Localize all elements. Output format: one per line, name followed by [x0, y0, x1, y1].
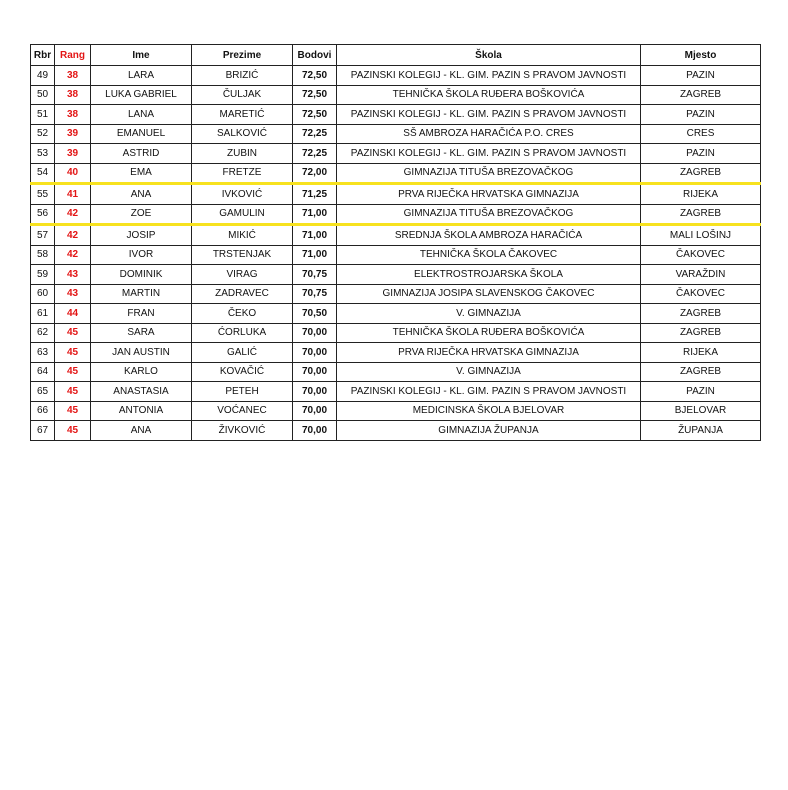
cell-prezime: VIRAG [192, 265, 293, 285]
table-row [31, 421, 761, 441]
cell-rbr: 54 [31, 163, 55, 184]
cell-mjesto: ZAGREB [641, 204, 761, 225]
cell-skola: PAZINSKI KOLEGIJ - KL. GIM. PAZIN S PRAVOM JAVNOSTI [337, 382, 641, 402]
cell-ime: ANA [91, 421, 192, 441]
cell-bodovi: 70,75 [293, 265, 337, 285]
table-row [31, 225, 761, 246]
cell-bodovi: 72,50 [293, 85, 337, 105]
cell-prezime: FRETZE [192, 163, 293, 184]
cell-prezime: ĆORLUKA [192, 323, 293, 343]
cell-bodovi: 71,25 [293, 184, 337, 205]
cell-skola: SREDNJA ŠKOLA AMBROZA HARAČIĆA [337, 225, 641, 246]
cell-rang: 45 [55, 382, 91, 402]
cell-rbr: 49 [31, 66, 55, 86]
cell-skola: PRVA RIJEČKA HRVATSKA GIMNAZIJA [337, 343, 641, 363]
cell-prezime: PETEH [192, 382, 293, 402]
cell-prezime: ŽIVKOVIĆ [192, 421, 293, 441]
cell-ime: ZOE [91, 204, 192, 225]
table-row [31, 245, 761, 265]
header-bodovi: Bodovi [293, 45, 337, 66]
cell-skola: PRVA RIJEČKA HRVATSKA GIMNAZIJA [337, 184, 641, 205]
header-ime: Ime [91, 45, 192, 66]
cell-bodovi: 71,00 [293, 245, 337, 265]
cell-mjesto: MALI LOŠINJ [641, 225, 761, 246]
cell-bodovi: 71,00 [293, 225, 337, 246]
cell-mjesto: ZAGREB [641, 304, 761, 324]
cell-ime: ANTONIA [91, 401, 192, 421]
cell-rbr: 64 [31, 362, 55, 382]
cell-bodovi: 70,00 [293, 362, 337, 382]
cell-rbr: 60 [31, 284, 55, 304]
cell-skola: PAZINSKI KOLEGIJ - KL. GIM. PAZIN S PRAVOM JAVNOSTI [337, 144, 641, 164]
cell-bodovi: 70,00 [293, 343, 337, 363]
cell-mjesto: PAZIN [641, 382, 761, 402]
cell-skola: GIMNAZIJA TITUŠA BREZOVAČKOG [337, 204, 641, 225]
cell-rbr: 55 [31, 184, 55, 205]
cell-ime: JOSIP [91, 225, 192, 246]
cell-skola: ELEKTROSTROJARSKA ŠKOLA [337, 265, 641, 285]
cell-bodovi: 70,00 [293, 323, 337, 343]
table-row [31, 265, 761, 285]
cell-mjesto: VARAŽDIN [641, 265, 761, 285]
cell-mjesto: CRES [641, 124, 761, 144]
cell-rbr: 59 [31, 265, 55, 285]
table-row [31, 284, 761, 304]
cell-prezime: ČEKO [192, 304, 293, 324]
table-row [31, 144, 761, 164]
cell-skola: V. GIMNAZIJA [337, 304, 641, 324]
cell-mjesto: ZAGREB [641, 362, 761, 382]
cell-rang: 44 [55, 304, 91, 324]
cell-prezime: TRSTENJAK [192, 245, 293, 265]
cell-ime: DOMINIK [91, 265, 192, 285]
cell-rbr: 57 [31, 225, 55, 246]
cell-skola: TEHNIČKA ŠKOLA RUĐERA BOŠKOVIĆA [337, 323, 641, 343]
cell-rbr: 65 [31, 382, 55, 402]
cell-bodovi: 72,00 [293, 163, 337, 184]
cell-skola: PAZINSKI KOLEGIJ - KL. GIM. PAZIN S PRAVOM JAVNOSTI [337, 66, 641, 86]
cell-bodovi: 70,00 [293, 401, 337, 421]
cell-prezime: IVKOVIĆ [192, 184, 293, 205]
table-row [31, 304, 761, 324]
cell-prezime: MARETIĆ [192, 105, 293, 125]
cell-bodovi: 72,50 [293, 105, 337, 125]
cell-mjesto: ZAGREB [641, 163, 761, 184]
cell-rbr: 52 [31, 124, 55, 144]
cell-rbr: 63 [31, 343, 55, 363]
cell-skola: TEHNIČKA ŠKOLA RUĐERA BOŠKOVIĆA [337, 85, 641, 105]
cell-bodovi: 70,50 [293, 304, 337, 324]
cell-rang: 45 [55, 343, 91, 363]
cell-prezime: ZUBIN [192, 144, 293, 164]
cell-rang: 39 [55, 144, 91, 164]
cell-ime: ASTRID [91, 144, 192, 164]
cell-prezime: VOĆANEC [192, 401, 293, 421]
cell-mjesto: RIJEKA [641, 343, 761, 363]
cell-rbr: 50 [31, 85, 55, 105]
cell-rang: 40 [55, 163, 91, 184]
cell-rang: 45 [55, 323, 91, 343]
cell-rang: 38 [55, 105, 91, 125]
cell-skola: PAZINSKI KOLEGIJ - KL. GIM. PAZIN S PRAVOM JAVNOSTI [337, 105, 641, 125]
header-skola: Škola [337, 45, 641, 66]
cell-rbr: 51 [31, 105, 55, 125]
cell-rang: 41 [55, 184, 91, 205]
cell-rbr: 66 [31, 401, 55, 421]
cell-rbr: 58 [31, 245, 55, 265]
cell-rang: 45 [55, 362, 91, 382]
table-row [31, 163, 761, 184]
table-row [31, 85, 761, 105]
cell-rang: 39 [55, 124, 91, 144]
table-row [31, 343, 761, 363]
cell-bodovi: 72,50 [293, 66, 337, 86]
cell-rang: 45 [55, 401, 91, 421]
cell-mjesto: RIJEKA [641, 184, 761, 205]
table-row [31, 204, 761, 225]
cell-prezime: MIKIĆ [192, 225, 293, 246]
cell-skola: GIMNAZIJA JOSIPA SLAVENSKOG ČAKOVEC [337, 284, 641, 304]
cell-rang: 42 [55, 225, 91, 246]
cell-rbr: 53 [31, 144, 55, 164]
cell-rang: 43 [55, 284, 91, 304]
cell-ime: IVOR [91, 245, 192, 265]
table-header-row [31, 45, 761, 66]
cell-mjesto: PAZIN [641, 105, 761, 125]
table-row [31, 362, 761, 382]
cell-ime: LARA [91, 66, 192, 86]
table-row [31, 401, 761, 421]
header-rang: Rang [55, 45, 91, 66]
cell-prezime: BRIZIĆ [192, 66, 293, 86]
ranking-table-sheet [30, 44, 760, 441]
cell-mjesto: ČAKOVEC [641, 284, 761, 304]
table-row [31, 66, 761, 86]
cell-mjesto: PAZIN [641, 144, 761, 164]
cell-ime: EMA [91, 163, 192, 184]
cell-bodovi: 71,00 [293, 204, 337, 225]
cell-mjesto: BJELOVAR [641, 401, 761, 421]
cell-rang: 38 [55, 85, 91, 105]
cell-ime: ANA [91, 184, 192, 205]
header-mjesto: Mjesto [641, 45, 761, 66]
cell-prezime: GALIĆ [192, 343, 293, 363]
cell-rbr: 62 [31, 323, 55, 343]
ranking-table [30, 44, 761, 441]
cell-skola: GIMNAZIJA TITUŠA BREZOVAČKOG [337, 163, 641, 184]
cell-skola: SŠ AMBROZA HARAČIĆA P.O. CRES [337, 124, 641, 144]
cell-rang: 38 [55, 66, 91, 86]
cell-skola: V. GIMNAZIJA [337, 362, 641, 382]
cell-ime: LUKA GABRIEL [91, 85, 192, 105]
cell-ime: FRAN [91, 304, 192, 324]
cell-mjesto: ŽUPANJA [641, 421, 761, 441]
header-prezime: Prezime [192, 45, 293, 66]
cell-prezime: KOVAČIĆ [192, 362, 293, 382]
cell-prezime: ČULJAK [192, 85, 293, 105]
cell-rbr: 56 [31, 204, 55, 225]
cell-prezime: SALKOVIĆ [192, 124, 293, 144]
cell-prezime: GAMULIN [192, 204, 293, 225]
cell-mjesto: PAZIN [641, 66, 761, 86]
cell-bodovi: 70,00 [293, 382, 337, 402]
cell-skola: MEDICINSKA ŠKOLA BJELOVAR [337, 401, 641, 421]
cell-ime: SARA [91, 323, 192, 343]
cell-rang: 43 [55, 265, 91, 285]
cell-bodovi: 70,00 [293, 421, 337, 441]
table-body [31, 66, 761, 441]
table-row [31, 184, 761, 205]
table-row [31, 124, 761, 144]
header-rbr: Rbr [31, 45, 55, 66]
cell-skola: TEHNIČKA ŠKOLA ČAKOVEC [337, 245, 641, 265]
cell-mjesto: ČAKOVEC [641, 245, 761, 265]
table-row [31, 105, 761, 125]
cell-rbr: 61 [31, 304, 55, 324]
cell-rang: 42 [55, 204, 91, 225]
cell-ime: MARTIN [91, 284, 192, 304]
cell-rang: 42 [55, 245, 91, 265]
cell-ime: LANA [91, 105, 192, 125]
cell-rang: 45 [55, 421, 91, 441]
table-row [31, 382, 761, 402]
cell-mjesto: ZAGREB [641, 85, 761, 105]
cell-bodovi: 72,25 [293, 144, 337, 164]
cell-skola: GIMNAZIJA ŽUPANJA [337, 421, 641, 441]
cell-ime: EMANUEL [91, 124, 192, 144]
cell-bodovi: 72,25 [293, 124, 337, 144]
cell-ime: JAN AUSTIN [91, 343, 192, 363]
cell-ime: KARLO [91, 362, 192, 382]
cell-prezime: ZADRAVEC [192, 284, 293, 304]
cell-bodovi: 70,75 [293, 284, 337, 304]
cell-ime: ANASTASIA [91, 382, 192, 402]
cell-rbr: 67 [31, 421, 55, 441]
table-row [31, 323, 761, 343]
cell-mjesto: ZAGREB [641, 323, 761, 343]
